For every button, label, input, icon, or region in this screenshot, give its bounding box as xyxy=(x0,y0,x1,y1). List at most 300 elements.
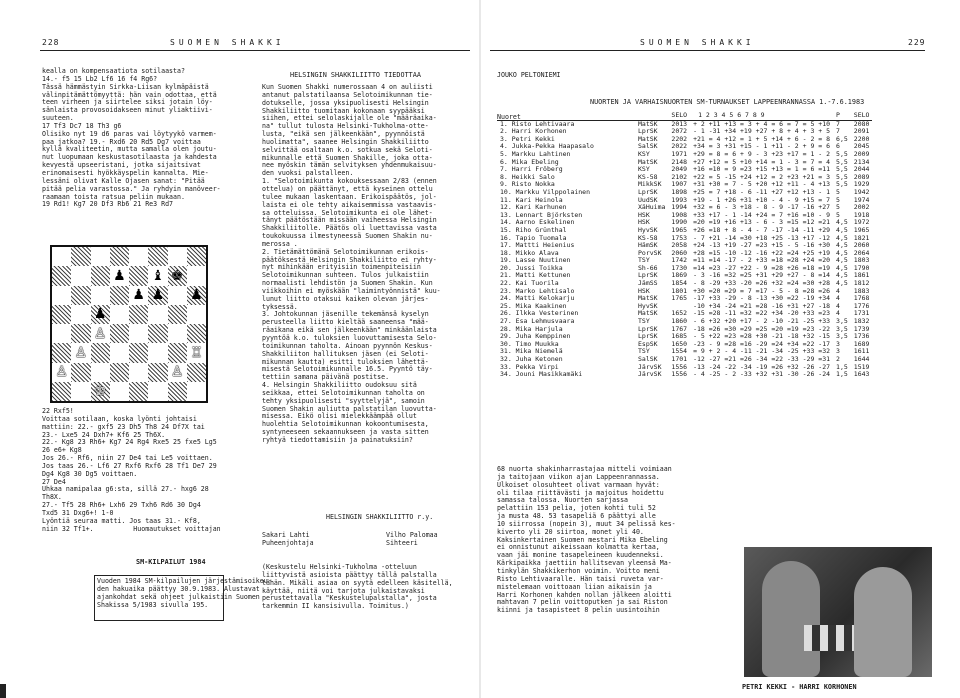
standings-cell: 2202 xyxy=(671,134,688,143)
chess-square xyxy=(71,286,90,305)
standings-cell: SalSK xyxy=(638,355,658,363)
chess-square xyxy=(148,247,167,266)
standings-cell: 1993 xyxy=(671,195,688,204)
page-corner-mark xyxy=(0,684,6,698)
standings-cell: 1742 xyxy=(671,256,688,265)
standings-cell: 2 xyxy=(836,355,840,363)
players-photo xyxy=(744,547,932,677)
standings-cell: -15 =28 -11 =32 =22 +34 -20 +33 =23 xyxy=(693,309,831,318)
standings-cell: LprSK xyxy=(638,187,658,196)
standings-cell: 1965 xyxy=(671,225,688,234)
author-name: JOUKO PELTONIEMI xyxy=(497,71,561,79)
chess-square xyxy=(129,266,148,285)
standings-cell: 2091 xyxy=(853,127,870,136)
standings-cell: 1767 xyxy=(671,324,688,333)
right-page-number: 229 xyxy=(908,38,926,47)
chess-piece: ♙ xyxy=(170,364,184,381)
chess-square xyxy=(148,324,167,343)
standings-cell: 5,5 xyxy=(836,157,848,166)
standings-header-cell xyxy=(497,112,635,120)
standings-cell: +26 =18 + 8 - 4 - 7 -17 -14 -11 +29 xyxy=(693,225,831,234)
standings-cell: 2089 xyxy=(853,172,870,181)
standings-cell: 1883 xyxy=(853,286,870,295)
standings-cell: 15. Riho Grünthal xyxy=(500,225,567,234)
standings-cell: XäHuima xyxy=(638,203,666,212)
section-label: Nuoret xyxy=(497,113,521,121)
standings-cell: 1990 xyxy=(671,218,688,227)
standings-cell: 5 xyxy=(836,203,840,212)
standings-cell: 5 xyxy=(836,187,840,196)
chess-piece: ♙ xyxy=(74,344,88,361)
standings-header-cell xyxy=(635,112,668,120)
player-right-figure xyxy=(854,567,912,677)
standings-cell: 1854 xyxy=(671,279,688,288)
standings-cell: HSK xyxy=(638,218,650,227)
standings-cell: 1519 xyxy=(853,362,870,371)
standings-cell: 4,5 xyxy=(836,233,848,242)
chess-piece: ♙ xyxy=(55,364,68,381)
standings-cell: TSY xyxy=(638,256,650,265)
standings-cell: 3,5 xyxy=(836,317,848,326)
standings-cell: HSK xyxy=(638,286,650,295)
standings-cell: 3,5 xyxy=(836,324,848,333)
chess-piece: ♙ xyxy=(93,325,107,342)
chess-square xyxy=(129,363,148,382)
chess-square xyxy=(187,382,206,401)
chess-piece: ♝ xyxy=(151,267,165,284)
chess-square xyxy=(187,305,206,324)
standings-cell: 7 xyxy=(836,127,840,136)
standings-cell: HyvSK xyxy=(638,225,658,234)
standings-cell: 3 xyxy=(836,339,840,348)
chess-piece: ♟ xyxy=(148,286,167,305)
standings-cell: TSY xyxy=(638,347,650,356)
chess-square xyxy=(187,324,206,343)
standings-cell: 5,5 xyxy=(836,180,848,189)
player-left-figure xyxy=(762,561,820,677)
chess-square xyxy=(91,286,110,305)
standings-cell: 5,5 xyxy=(836,165,848,174)
report-paragraph: 68 nuorta shakinharrastajaa mitteli voimiaan ja taitojaan viikon ajan Lappeenrannassa. Ulkoiset olosuhteet olivat varmaan hyvät: oli tilaa riittävästi ja majoitus hoidettu samassa talossa. Nuorten sarjassa pelattiin 153 pelia, joten kohti tuli 52 ja musta 48. 53 tasapeliä 6 päättyi alle 10 siirrossa (nopein 3), muut 34 pelissä kes- kiverto yli 20 siirtoa, monet yli 40. Kaksinkertainen Suomen mestari Mika Ebeling ei onnistunut aikeissaan kolmatta kertaa, vaan jäi monine tasapeleineen kuudenneksi. Kärkipaikka jaettiin hallitsevan yleensä Ma- tinkylän Shakkikerhon voimin. Voitto meni Risto Lehtivaaralle. Hän taisi ruveta var- mistelemaan voittoaan liian aikaisin ja Harri Korhonen kahden nollan jälkeen aloitti mahtavan 7 pelin voittoputken ja sai Riston kiinni ja tasapisteet 8 pelin uusintoihin xyxy=(497,465,676,615)
standings-cell: 1801 xyxy=(671,286,688,295)
standings-cell: 34. Jouni Masikkamäki xyxy=(500,370,583,379)
standings-cell: 4,5 xyxy=(836,271,848,280)
standings-cell: 1765 xyxy=(671,294,688,303)
chess-square xyxy=(52,382,71,401)
standings-cell: 2064 xyxy=(853,248,870,257)
standings-cell: 4 xyxy=(836,301,840,310)
standings-cell: 6,5 xyxy=(836,134,848,143)
left-running-title: SUOMEN SHAKKI xyxy=(170,38,285,47)
chess-square xyxy=(110,247,129,266)
standings-cell: 26. Ilkka Vesterinen xyxy=(500,309,579,318)
standings-cell: 1942 xyxy=(853,187,870,196)
standings-cell: 2080 xyxy=(851,120,873,128)
standings-cell: TSY xyxy=(638,317,650,326)
standings-cell: 2009 xyxy=(853,149,870,158)
standings-cell: 8. Heikki Salo xyxy=(500,172,555,181)
sig-right-name: Vilho Palomaa xyxy=(386,531,438,539)
standings-cell: 5 xyxy=(836,210,840,219)
standings-cell: JärvSK xyxy=(638,370,662,379)
standings-cell: 1907 xyxy=(671,180,688,189)
left-page-number: 228 xyxy=(42,38,60,47)
left-header-rule xyxy=(40,50,470,51)
standings-cell: 1556 xyxy=(671,362,688,371)
standings-cell: +33 +17 - 1 -14 +24 = 7 +16 =10 - 9 xyxy=(693,210,831,219)
game-commentary-bottom: 22 Rxf5! Voittaa sotilaan, koska lyönti johtaisi mattiin: 22.- gxf5 23 Dh5 Th8 24 Df7X tai 23.- Lxe5 24 Dxh7+ Kf6 25 Th6X. 22.- Kg8 23 Rh6+ Kg7 24 Rg4 Rxe5 25 fxe5 Lg5 26 e6+ Kg8 Jos 26.- Rf6, niin 27 De4 tai Le5 voittaen. Jos taas 26.- Lf6 27 Rxf6 Rxf6 28 Tf1 De7 29 Dg4 Kg8 30 Dg5 voittaen. 27 De4 Uhkaa namipalaa g6:sta, sillä 27.- hxg6 28 Th8X. 27.- Tf5 28 Rh6+ Lxh6 29 Txh6 Rd6 30 Dg4 Txd5 31 Dxg6+! 1-0 Lyöntiä seuraa matti. Jos taas 31.- Kf8, niin 32 Tf1+. Huomautukset voittajan xyxy=(42,407,221,533)
chess-square xyxy=(52,247,71,266)
standings-header-row xyxy=(497,112,872,120)
standings-cell: 16. Tapio Tuomala xyxy=(500,233,567,242)
chess-square xyxy=(129,305,148,324)
standings-cell: 2148 xyxy=(671,157,688,166)
standings-cell: 1918 xyxy=(853,210,870,219)
standings-cell: -12 -27 =21 =26 -34 =22 -33 -29 =31 xyxy=(693,355,831,363)
standings-cell: KS-58 xyxy=(638,172,658,181)
standings-cell: -17 +33 -29 - 8 -13 +30 =22 -19 +34 xyxy=(693,294,831,303)
standings-cell: 4,5 xyxy=(836,256,848,265)
standings-cell: 1908 xyxy=(671,210,688,219)
standings-cell: 4 xyxy=(836,309,840,318)
standings-table xyxy=(497,112,872,379)
standings-cell: 1736 xyxy=(853,332,870,341)
chess-square xyxy=(110,343,129,362)
standings-cell: +29 = 8 = 6 + 9 - 3 +23 +17 = 1 - 2 xyxy=(693,149,831,158)
standings-cell: 5 xyxy=(836,195,840,204)
standings-cell: 1611 xyxy=(853,347,870,356)
standings-cell: 2058 xyxy=(671,241,688,250)
standings-cell: MatSK xyxy=(638,134,658,143)
hsl-body: Kun Suomen Shakki numerossaan 4 on auliisti antanut palstatilaansa Selotoimikunnan tie- dotukselle, jossa yksipuolisesti Helsingin Shakkiliitto tuomitaan kokonaan syypääksi siihen, ettei selolaskijalle ole "määräaika- na" tullut tulosta Helsinki-Tukholma-otte- lusta, "eikä sen jälkeenkään", pyynnöistä huolimatta", saanee Helsingin Shakkiliitto selvittää osaltaan k.o. sotkua sekä Seloti- mikunnalle että Suomen Shakille, joka otta- nee myöskin tämän selvityksen yhdenmukaisuu- den vuoksi palstalleen. 1. "Selotoimikunta kokouksessaan 2/83 (ennen ottelua) on päättänyt, että kyseinen ottelu tulee mukaan laskentaan. Erikoispäätös, jol- laista ei ole tehty aikaisemmissa vastaavis- sa otteluissa. Selotoimikunta ei ole lähet- tänyt päätöstään missään vaiheessa Helsingin Shakkiliitolle. Päätös oli luettavissa vasta toukokuussa ilmestyneessä Suomen Shakin nu- merossa . 2. Tietämättömänä Selotoimikunnan erikois- päätöksestä Helsingin Shakkiliitto ei ryhty- nyt mihinkään erityisiin toimenpiteisiin Selotoimikunnan suhteen. Tulos julkaistiin normaalisti lehdistön ja Suomen Shakin. Kun viikkoihin ei myöskään "laimintyönnistä" kuu- lunut liitto otaksui kaiken olevan järjes- tyksessä. 3. Johtokunnan jäsenille tekemänsä kyselyn perusteella liitto kieltää saaneensa "mää- räaikana eikä sen jälkeenkään" minkäänlaista pyyntöä k.o. tuloksien luovuttamisesta Selo- toimikunnan taholta. Ainoan pyynnön Keskus- Shakkiliiton hallituksen jäsen (ei Seloti- mikunnan kautta) esitti tuloksien lähettä- misestä Selotoimikunnalle 16.5. Pyyntö täy- tettiin samana päivänä postitse. 4. Helsingin Shakkiliitto oudoksuu sitä seikkaa, ettei Selotoimikunnan taholta on tehty yksipuolisesti "syyttelyjä", samoin Suomen Shakin auliutta palstatilan luovutta- misessa. Eikö olisi mielekkäämpää ollut huolehtia Selotoimikunnan kokoontumisesta, syntyneeseen sekaannukseen ja vasta sitten ryhtyä tiedottamisiin ja painatuksiin? xyxy=(262,83,441,444)
standings-cell: - 7 +21 -14 =30 +18 +25 -13 +17 -12 xyxy=(693,233,831,242)
chess-piece: ♚ xyxy=(168,266,187,285)
standings-cell: +21 = 4 +12 = 1 + 5 +14 + 6 - 2 = 8 xyxy=(693,134,831,143)
standings-cell: = 9 + 2 - 4 -11 -21 -34 -25 +33 =32 xyxy=(693,347,831,356)
chess-square xyxy=(148,363,167,382)
standings-cell: 25. Mika Kaakinen xyxy=(500,301,567,310)
standings-cell: 1790 xyxy=(853,263,870,272)
chess-square xyxy=(129,247,148,266)
standings-cell: 1. Risto Lehtivaara xyxy=(497,120,635,128)
tournament-title: NUORTEN JA VARHAISNUORTEN SM-TURNAUKSET LAPPEENRANNASSA 1.-7.6.1983 xyxy=(590,98,865,106)
standings-cell: +25 = 7 +18 - 6 -11 +27 +12 +13 - 1 xyxy=(693,187,831,196)
right-header-rule xyxy=(490,50,925,51)
standings-cell: -23 - 9 =28 =16 -29 =24 +34 =22 -17 xyxy=(693,339,831,348)
standings-cell: PorvSK xyxy=(638,248,662,257)
standings-cell: LprSK xyxy=(638,127,658,136)
standings-cell: 2045 xyxy=(853,142,870,151)
photo-caption: PETRI KEKKI - HARRI KORHONEN xyxy=(742,683,857,691)
standings-cell: 6 xyxy=(836,142,840,151)
standings-cell: MatSK xyxy=(638,157,658,166)
standings-cell: -10 +34 -24 =21 =28 -16 +31 +27 -18 xyxy=(693,301,831,310)
right-running-title: SUOMEN SHAKKI xyxy=(640,38,755,47)
standings-cell: +19 - 1 +26 +31 +10 - 4 - 9 +15 = 7 xyxy=(693,195,831,204)
chess-square xyxy=(129,324,148,343)
standings-cell: 4,5 xyxy=(836,218,848,227)
standings-cell: 4 xyxy=(836,294,840,303)
chess-square xyxy=(110,382,129,401)
standings-cell: =14 =23 -27 +22 - 9 =28 +26 =18 =19 xyxy=(693,263,831,272)
standings-cell: 28. Mika Harjula xyxy=(500,324,563,333)
chess-square xyxy=(71,363,90,382)
standings-cell: 2049 xyxy=(671,165,688,174)
standings-cell: 1803 xyxy=(853,256,870,265)
chess-square xyxy=(148,305,167,324)
chess-square xyxy=(187,247,206,266)
standings-cell: +28 =15 -10 -12 -16 +22 =24 +25 +19 xyxy=(693,248,831,257)
standings-cell: 32. Juha Ketonen xyxy=(500,355,563,363)
standings-cell: MatSK xyxy=(635,120,668,128)
standings-cell: 3 xyxy=(836,347,840,356)
chess-piece: ♟ xyxy=(132,287,145,304)
standings-cell: -13 -24 -22 -34 -19 =26 +32 -26 -27 xyxy=(693,362,831,371)
standings-cell: - 5 +22 =23 =28 +30 -21 -18 +32 -15 xyxy=(693,332,831,341)
standings-cell: 2044 xyxy=(853,165,870,174)
standings-cell: MatSK xyxy=(638,309,658,318)
standings-cell: 1701 xyxy=(671,355,688,363)
standings-cell: 11. Kari Heinola xyxy=(500,195,563,204)
standings-cell: JämSS xyxy=(638,279,658,288)
chess-square xyxy=(110,363,129,382)
chess-square xyxy=(52,343,71,362)
standings-header-cell: P xyxy=(836,111,840,119)
chess-diagram xyxy=(50,245,208,403)
standings-cell: - 6 +32 +20 +17 - 2 -10 -21 -25 +33 xyxy=(693,317,831,326)
standings-cell: =11 =14 -17 - 2 +33 =18 =28 +24 =20 xyxy=(693,256,831,265)
standings-cell: KSY xyxy=(638,149,650,158)
standings-cell: UudSK xyxy=(638,195,658,204)
chess-square xyxy=(148,343,167,362)
chess-square xyxy=(168,343,187,362)
sig-left-name: Sakari Lahti xyxy=(262,531,310,539)
chess-square xyxy=(129,382,148,401)
chess-square xyxy=(52,266,71,285)
standings-row xyxy=(497,371,872,379)
standings-cell: 31. Mika Niemelä xyxy=(500,347,563,356)
standings-cell: 1869 xyxy=(671,271,688,280)
standings-cell: 17. Mattti Heienius xyxy=(500,241,575,250)
standings-cell: 4,5 xyxy=(836,263,848,272)
standings-cell: +31 +30 = 7 - 5 +20 +12 +11 - 4 +13 xyxy=(693,180,831,189)
standings-cell: + 2 +11 +13 = 3 + 4 = 6 = 7 = 5 +10 xyxy=(690,120,833,128)
standings-cell: 7. Harri Fröberg xyxy=(500,165,563,174)
hsl-title: HELSINGIN SHAKKILIITTO TIEDOTTAA xyxy=(290,71,421,79)
chess-square xyxy=(187,363,206,382)
standings-cell: +22 = 5 -15 +24 +12 = 2 +23 +21 = 3 xyxy=(693,172,831,181)
standings-cell: 4 xyxy=(836,286,840,295)
sm-kilpailut-notice: Vuoden 1984 SM-kilpailujen järjestämisoikeu- den hakuaika päättyy 30.9.1983. Alustavat ajankohdat sekä ohjeet julkaistiin Suomen Shakissa 5/1983 sivulla 195. xyxy=(94,575,224,621)
standings-cell: 29. Juha Kemppinen xyxy=(500,332,571,341)
standings-cell: 20. Jussi Toikka xyxy=(500,263,563,272)
standings-cell: 1965 xyxy=(853,225,870,234)
standings-cell: 27. Esa Lehmusvaara xyxy=(500,317,575,326)
standings-cell: 3,5 xyxy=(836,332,848,341)
standings-cell: 4,5 xyxy=(836,279,848,288)
sm-kilpailut-title: SM-KILPAILUT 1984 xyxy=(136,558,206,566)
chess-square xyxy=(71,266,90,285)
standings-cell: 1644 xyxy=(853,355,870,363)
editor-note: (Keskustelu Helsinki-Tukholma -otteluun liittyvistä asioista päättyy tällä palstalla tähän. Mikäli asiaa on syytä edelleen käsitellä, käyttää, niitä voi tarjota julkaistavaksi perustettavalla "Keskustelupalstalla", josta tarkemmin II kansisivulla. Toimitus.) xyxy=(262,563,453,611)
sig-left-role: Puheenjohtaja xyxy=(262,539,314,547)
standings-cell: LprSK xyxy=(638,332,658,341)
standings-cell: 1685 xyxy=(671,332,688,341)
standings-cell: - 4 -25 - 2 -33 +32 +31 -30 -26 -24 xyxy=(693,370,831,379)
standings-cell: 22. Kai Tuorila xyxy=(500,279,559,288)
standings-cell: 1652 xyxy=(671,309,688,318)
chess-square xyxy=(71,305,90,324)
standings-cell: LprSK xyxy=(638,271,658,280)
standings-cell: 1929 xyxy=(853,180,870,189)
standings-header-cell: 1 2 3 4 5 6 7 8 9 xyxy=(698,111,765,119)
chess-square xyxy=(110,324,129,343)
standings-cell: MikkSK xyxy=(638,180,662,189)
standings-cell: 2013 xyxy=(668,120,690,128)
chess-square xyxy=(91,247,110,266)
standings-cell: 2072 xyxy=(671,127,688,136)
standings-cell: +16 =10 = 9 =23 +15 +13 = 1 = 6 =11 xyxy=(693,165,831,174)
chess-square xyxy=(52,324,71,343)
standings-cell: 18. Mikko Alava xyxy=(500,248,559,257)
chess-square xyxy=(52,286,71,305)
standings-cell: 1972 xyxy=(853,218,870,227)
standings-cell: LprSK xyxy=(638,324,658,333)
chess-square xyxy=(168,305,187,324)
standings-cell: 6. Mika Ebeling xyxy=(500,157,559,166)
standings-cell: 4,5 xyxy=(836,241,848,250)
standings-cell: 4,5 xyxy=(836,225,848,234)
hsl-signature-org: HELSINGIN SHAKKILIITTO r.y. xyxy=(326,513,434,521)
sig-right-role: Sihteeri xyxy=(386,539,418,547)
standings-cell: 23. Marko Lehtisalo xyxy=(500,286,575,295)
standings-cell: +34 = 3 +31 +15 - 1 +11 - 2 + 9 = 6 xyxy=(693,142,831,151)
chess-square xyxy=(129,343,148,362)
standings-cell: 4,5 xyxy=(836,248,848,257)
standings-cell: 13. Lennart Björksten xyxy=(500,210,583,219)
standings-cell: Sh-66 xyxy=(638,263,658,272)
standings-cell: 1832 xyxy=(853,317,870,326)
standings-cell: 5,5 xyxy=(836,149,848,158)
standings-cell: 1768 xyxy=(853,294,870,303)
standings-cell: 24. Matti Kelokarju xyxy=(500,294,575,303)
standings-cell: 19. Lasse Nuutinen xyxy=(500,256,571,265)
standings-cell: KS-58 xyxy=(638,233,658,242)
standings-cell: 1861 xyxy=(853,271,870,280)
standings-cell: 30. Timo Muukka xyxy=(500,339,559,348)
standings-cell: 1821 xyxy=(853,233,870,242)
standings-cell: 2060 xyxy=(671,248,688,257)
chess-piece: ♟ xyxy=(113,267,126,284)
standings-cell: 1971 xyxy=(671,149,688,158)
chess-square xyxy=(52,305,71,324)
standings-cell: HyvSK xyxy=(638,301,658,310)
standings-cell: 1974 xyxy=(853,195,870,204)
standings-cell: HämSK xyxy=(638,241,658,250)
game-commentary-top: kealla on kompensaatiota sotilaasta? 14.- f5 15 Lb2 Lf6 16 f4 Rg6? Tässä hämmästyin Sirkka-Liisan kylmäpäistä välinpitämättömyyttä: hän vain odottaa, että teen virheen ja siirtelee siksi jotain löy- sänlaista provosoidakseen minut yliaktiivi- suuteen. 17 Tf3 Dc7 18 Th3 g6 Olisiko nyt 19 d6 paras vai löytyykö varmem- paa jatkoa? 19.- Rxd6 20 Rd5 Dg7 voittaa kyllä kvaliteetin, mutta samalla olen joutu- nut luopumaan keskustasotilaasta ja kahdesta kevyestä upseeristani, jotka sijaitsivat erinomaisesti hyökkäyspelin kannalta. Mie- lessäni olivat Kalle Ojasen sanat: "Pitää pitää pelia varastossa." Ja ryhdyin manöveer- raamaan toista ratsua peliin mukaan. 19 Rd1! Kg7 20 Df3 Rb6 21 Re3 Rd7 xyxy=(42,67,221,209)
standings-cell: - 1 -31 +34 +19 +27 + 8 + 4 + 3 + 5 xyxy=(693,127,831,136)
standings-cell: 33. Pekka Virpi xyxy=(500,362,559,371)
standings-cell: 1753 xyxy=(671,233,688,242)
standings-cell: JärvSK xyxy=(638,362,662,371)
standings-cell: 1643 xyxy=(853,370,870,379)
standings-cell: KSY xyxy=(638,165,650,174)
standings-cell: - 8 -29 +33 -20 =26 +32 =24 =30 +28 xyxy=(693,279,831,288)
chess-square xyxy=(148,382,167,401)
chess-square xyxy=(110,286,129,305)
standings-cell: SalSK xyxy=(638,142,658,151)
standings-cell: 1812 xyxy=(853,279,870,288)
chess-piece: ♟ xyxy=(91,305,110,324)
standings-cell: 1,5 xyxy=(836,362,848,371)
standings-cell: 1689 xyxy=(853,339,870,348)
standings-cell: 1860 xyxy=(671,317,688,326)
standings-cell: 1731 xyxy=(853,309,870,318)
chess-piece: ♟ xyxy=(187,286,206,305)
chess-square xyxy=(168,382,187,401)
standings-cell: +24 -13 +19 -27 =23 +15 - 5 -16 +30 xyxy=(693,241,831,250)
standings-cell: +27 +12 = 5 +10 +14 = 1 - 3 = 7 = 4 xyxy=(693,157,831,166)
chess-square xyxy=(91,266,110,285)
chess-square xyxy=(168,324,187,343)
standings-cell: 2102 xyxy=(671,172,688,181)
standings-cell: 2. Harri Korhonen xyxy=(500,127,567,136)
standings-cell: -18 =26 =30 =29 =25 =20 =19 =23 -22 xyxy=(693,324,831,333)
standings-header-cell: SELO xyxy=(671,111,688,119)
standings-cell: 2022 xyxy=(671,142,688,151)
standings-cell: 1556 xyxy=(671,370,688,379)
chess-square xyxy=(187,266,206,285)
standings-cell: 2060 xyxy=(853,241,870,250)
page-gutter xyxy=(479,0,481,698)
standings-cell: 2002 xyxy=(853,203,870,212)
standings-cell: 1650 xyxy=(671,339,688,348)
chess-square xyxy=(71,382,90,401)
standings-cell: +32 = 6 - 3 +18 - 8 - 9 -17 -16 +27 xyxy=(693,203,831,212)
chess-square xyxy=(71,247,90,266)
standings-cell: EspSK xyxy=(638,339,658,348)
standings-cell: 1,5 xyxy=(836,370,848,379)
standings-cell: HSK xyxy=(638,210,650,219)
standings-cell: 1554 xyxy=(671,347,688,356)
chess-square xyxy=(91,343,110,362)
chess-square xyxy=(71,324,90,343)
standings-cell: +30 =20 =29 = 7 =17 - 5 - 8 =28 =26 xyxy=(693,286,831,295)
chess-square xyxy=(168,247,187,266)
standings-cell: =20 =19 +16 +13 - 6 - 3 =15 =12 =21 xyxy=(693,218,831,227)
chess-piece: ♔ xyxy=(91,382,110,401)
standings-cell: 7 xyxy=(833,120,851,128)
standings-cell: MatSK xyxy=(638,294,658,303)
standings-cell: 2134 xyxy=(853,157,870,166)
standings-cell: 12. Kari Karhunen xyxy=(500,203,567,212)
standings-cell: 5,5 xyxy=(836,172,848,181)
standings-cell: 21. Matti Kettunen xyxy=(500,271,571,280)
standings-cell: 1739 xyxy=(853,324,870,333)
chess-square xyxy=(168,286,187,305)
standings-cell: 3. Petri Kekki xyxy=(500,134,555,143)
standings-cell: 1898 xyxy=(671,187,688,196)
standings-cell: 4. Jukka-Pekka Haapasalo xyxy=(500,142,594,151)
chess-square xyxy=(91,363,110,382)
standings-cell: 5. Markku Lahtinen xyxy=(500,149,571,158)
standings-cell: - 3 -16 =32 =25 +31 +29 +27 - 8 =14 xyxy=(693,271,831,280)
chess-square xyxy=(110,305,129,324)
standings-header-cell: SELO xyxy=(853,111,870,119)
standings-cell: 1730 xyxy=(671,263,688,272)
standings-cell: 10. Markku Vilppolainen xyxy=(500,187,591,196)
standings-cell: 2200 xyxy=(853,134,870,143)
